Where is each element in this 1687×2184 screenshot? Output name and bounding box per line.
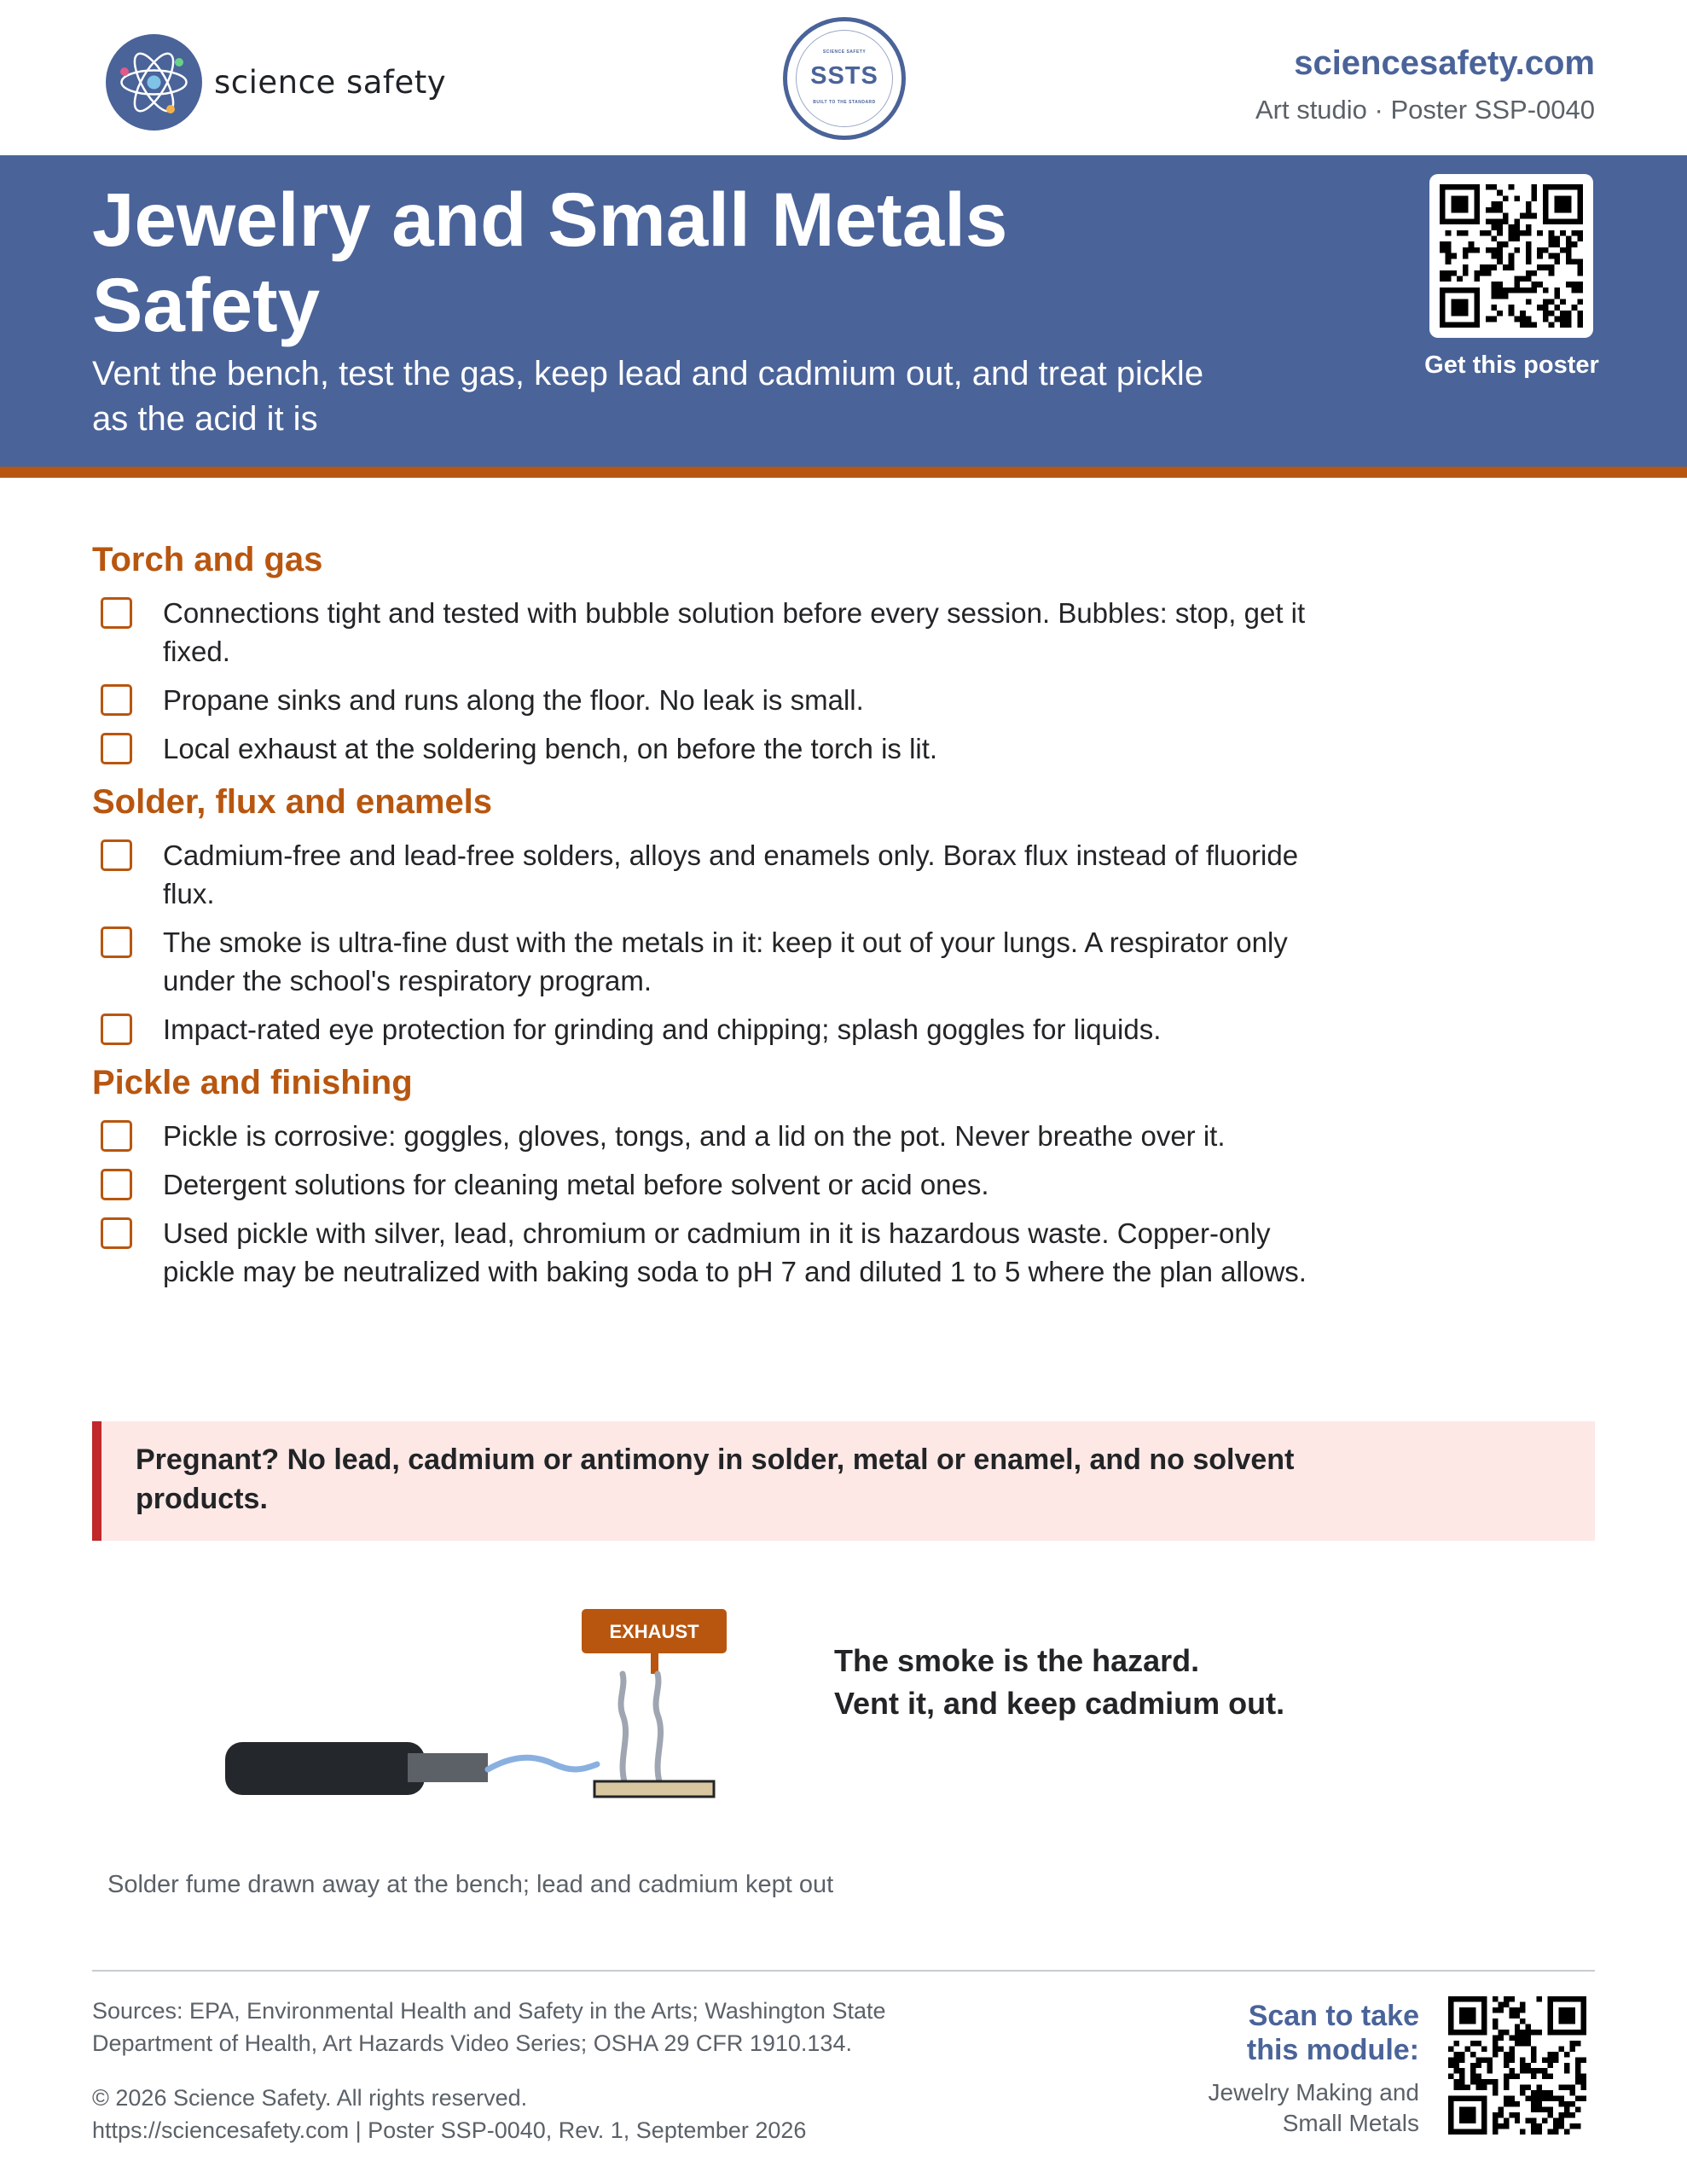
checklist-item (92, 594, 1329, 671)
copyright-block (92, 2082, 806, 2146)
illustration-caption: Solder fume drawn away at the bench; lead and cadmium kept out (107, 1871, 834, 1898)
title-banner (0, 155, 1687, 467)
checkbox[interactable] (101, 1120, 132, 1152)
checkbox[interactable] (101, 733, 132, 764)
module-qr-code[interactable] (1448, 1996, 1586, 2135)
qr-code-icon (1440, 184, 1583, 328)
atom-icon (106, 34, 202, 131)
checkbox[interactable] (101, 684, 132, 716)
page-title: Jewelry and Small Metals Safety (92, 177, 1008, 347)
module-name: Jewelry Making and Small Metals (1208, 2079, 1419, 2136)
accent-divider (0, 467, 1687, 478)
checklist-item (92, 1165, 1329, 1204)
checklist-item (92, 1117, 1329, 1155)
brand-logo[interactable] (106, 34, 446, 131)
item-text: Impact-rated eye protection for grinding and chipping; splash goggles for liquids. (163, 1014, 1162, 1045)
item-text: Used pickle with silver, lead, chromium or cadmium in it is hazardous waste. Copper-only pickle may be neutralized with baking soda to pH 7 and diluted 1 to 5 where the plan allows. (163, 1217, 1307, 1287)
footer-url-link[interactable]: https://sciencesafety.com | Poster SSP-0040, Rev. 1, September 2026 (92, 2117, 807, 2143)
ssts-seal (783, 17, 906, 140)
checklist-item (92, 1214, 1329, 1291)
poster-id: Art studio · Poster SSP-0040 (1255, 95, 1595, 125)
page-subtitle: Vent the bench, test the gas, keep lead and cadmium out, and treat pickle as the acid it is (92, 355, 1204, 438)
section-solder-flux-enamels (92, 780, 1329, 1048)
section-torch-and-gas (92, 537, 1329, 768)
qr-caption: Get this poster (1424, 351, 1599, 379)
checklist-item (92, 1010, 1329, 1048)
seal-top-text: SCIENCE SAFETY (822, 49, 867, 55)
sources-line-1: Sources: EPA, Environmental Health and Safety in the Arts; Washington State (92, 1998, 886, 2024)
section-title: Pickle and finishing (92, 1064, 413, 1101)
section-title: Torch and gas (92, 541, 323, 578)
soldering-iron-exhaust-icon (205, 1595, 733, 1809)
tagline-line-2: Vent it, and keep cadmium out. (834, 1686, 1285, 1721)
pregnancy-warning (92, 1421, 1595, 1541)
exhaust-label: EXHAUST (609, 1621, 699, 1642)
checkbox[interactable] (101, 1217, 132, 1249)
checkbox[interactable] (101, 839, 132, 871)
logo-text: science safety (214, 64, 447, 101)
item-text: Propane sinks and runs along the floor. No leak is small. (163, 684, 864, 716)
item-text: Cadmium-free and lead-free solders, alloys and enamels only. Borax flux instead of fluoride flux. (163, 839, 1299, 909)
section-title: Solder, flux and enamels (92, 783, 493, 821)
qr-code-icon (1448, 1996, 1586, 2135)
site-url-link[interactable]: sciencesafety.com (1294, 44, 1595, 82)
item-text: The smoke is ultra-fine dust with the metals in it: keep it out of your lungs. A respirator only under the school's respiratory program. (163, 926, 1288, 996)
item-text: Local exhaust at the soldering bench, on before the torch is lit. (163, 733, 938, 764)
item-text: Pickle is corrosive: goggles, gloves, tongs, and a lid on the pot. Never breathe over it. (163, 1120, 1226, 1152)
section-pickle-and-finishing (92, 1060, 1329, 1291)
scan-title: Scan to take this module: (1246, 2000, 1419, 2066)
tagline-line-1: The smoke is the hazard. (834, 1643, 1200, 1678)
sources-line-2: Department of Health, Art Hazards Video Series; OSHA 29 CFR 1910.134. (92, 2030, 852, 2056)
checkbox[interactable] (101, 1014, 132, 1045)
checkbox[interactable] (101, 597, 132, 629)
illustration-tagline (834, 1640, 1284, 1725)
checklist-item (92, 923, 1329, 1000)
checklist (92, 537, 1329, 1301)
copyright-text: © 2026 Science Safety. All rights reserved. (92, 2085, 528, 2111)
checklist-item (92, 729, 1329, 768)
poster-qr-code[interactable] (1429, 174, 1593, 338)
warning-text: Pregnant? No lead, cadmium or antimony in solder, metal or enamel, and no solvent products. (136, 1443, 1295, 1515)
checkbox[interactable] (101, 926, 132, 958)
seal-bottom-text: BUILT TO THE STANDARD (813, 100, 876, 105)
page-header (0, 0, 1687, 155)
checklist-item (92, 681, 1329, 719)
checklist-item (92, 836, 1329, 913)
item-text: Detergent solutions for cleaning metal before solvent or acid ones. (163, 1169, 989, 1200)
checkbox[interactable] (101, 1169, 132, 1200)
sources (92, 1995, 988, 2059)
footer-divider (92, 1970, 1595, 1972)
site-info (1255, 44, 1595, 125)
soldering-illustration (205, 1595, 733, 1809)
seal-main-text: SSTS (810, 62, 878, 90)
scan-module (1180, 1999, 1419, 2139)
item-text: Connections tight and tested with bubble solution before every session. Bubbles: stop, get it fixed. (163, 597, 1306, 667)
